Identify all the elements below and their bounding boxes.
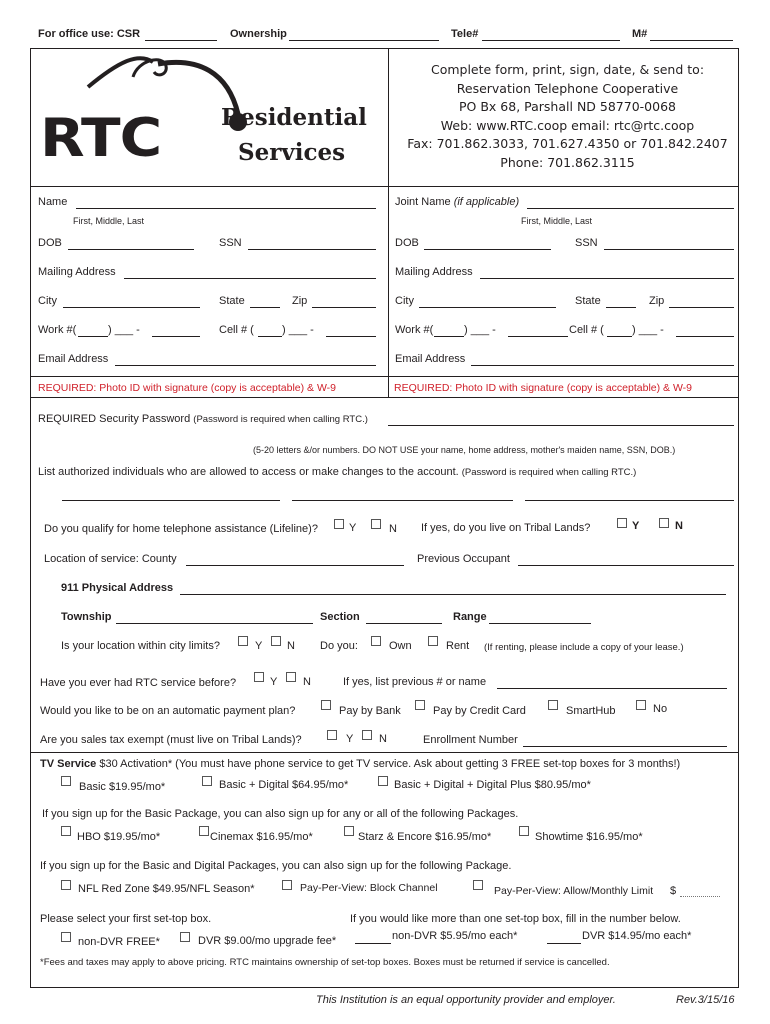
- joint-mailing-field[interactable]: [480, 278, 734, 279]
- basic-addons-note: If you sign up for the Basic Package, you can also sign up for any or all of the following Packages.: [42, 808, 519, 820]
- own-label: Own: [389, 640, 412, 652]
- joint-cell-area-field[interactable]: [607, 336, 632, 337]
- section-label: Section: [320, 611, 360, 623]
- ppv-limit-field[interactable]: [680, 896, 720, 897]
- joint-state-field[interactable]: [606, 307, 636, 308]
- tv-intro: [40, 758, 680, 771]
- previous-number-field[interactable]: [497, 688, 727, 689]
- non-dvr-each-label: non-DVR $5.95/mo each*: [392, 930, 518, 942]
- location-label: Location of service: County: [44, 553, 177, 565]
- name-label: Name: [38, 196, 68, 208]
- city-limits-no-checkbox[interactable]: [271, 636, 281, 646]
- joint-city-field[interactable]: [419, 307, 556, 308]
- basic-label: Basic $19.95/mo*: [79, 781, 166, 793]
- work-number-field[interactable]: [152, 336, 200, 337]
- contact-block: [395, 61, 740, 172]
- zip-label: Zip: [292, 295, 308, 307]
- city-limits-yes-checkbox[interactable]: [238, 636, 248, 646]
- non-dvr-free-checkbox[interactable]: [61, 932, 71, 942]
- contact-line4[interactable]: Web: www.RTC.coop email: rtc@rtc.coop: [440, 117, 695, 133]
- basic-digital-plus-checkbox[interactable]: [378, 776, 388, 786]
- header-divider: [388, 48, 389, 397]
- city-limits-no-label: N: [287, 640, 295, 652]
- non-dvr-free-label: non-DVR FREE*: [78, 936, 160, 948]
- city-limits-yes-label: Y: [255, 640, 263, 652]
- lifeline-yes-label: Y: [349, 522, 357, 534]
- lifeline-no-checkbox[interactable]: [371, 519, 381, 529]
- security-note: (Password is required when calling RTC.): [193, 414, 368, 425]
- work-area-field[interactable]: [78, 336, 108, 337]
- joint-zip-field[interactable]: [669, 307, 734, 308]
- joint-dob-field[interactable]: [424, 249, 551, 250]
- rent-checkbox[interactable]: [428, 636, 438, 646]
- mailing-label: Mailing Address: [38, 266, 116, 278]
- starz-checkbox[interactable]: [344, 826, 354, 836]
- authorized-field-2[interactable]: [292, 500, 513, 501]
- logo: [38, 52, 388, 182]
- city-field[interactable]: [63, 307, 200, 308]
- revision-date: Rev.3/15/16: [676, 994, 735, 1006]
- joint-work-rest: ) ___ -: [464, 324, 496, 336]
- dob-label: DOB: [38, 237, 62, 249]
- contact-line6: Phone: 701.862.3115: [500, 154, 635, 170]
- security-password-field[interactable]: [388, 425, 734, 426]
- starz-label: Starz & Encore $16.95/mo*: [358, 831, 492, 843]
- pay-credit-label: Pay by Credit Card: [433, 705, 526, 717]
- showtime-label: Showtime $16.95/mo*: [535, 831, 643, 843]
- joint-ssn-label: SSN: [575, 237, 598, 249]
- ppv-block-checkbox[interactable]: [282, 880, 292, 890]
- tax-exempt-yes-checkbox[interactable]: [327, 730, 337, 740]
- state-field[interactable]: [250, 307, 280, 308]
- had-service-yes-checkbox[interactable]: [254, 672, 264, 682]
- previous-number-label: If yes, list previous # or name: [343, 676, 487, 688]
- joint-name-field[interactable]: [527, 208, 734, 209]
- city-label: City: [38, 295, 57, 307]
- pay-bank-label: Pay by Bank: [339, 705, 401, 717]
- fees-note: *Fees and taxes may apply to above pricing. RTC maintains ownership of set-top boxes. Boxes must be returned if service is cancelled.: [40, 957, 610, 968]
- contact-line1: Complete form, print, sign, date, & send to:: [430, 62, 705, 77]
- joint-name-hint: First, Middle, Last: [521, 216, 593, 226]
- joint-zip-label: Zip: [649, 295, 665, 307]
- no-auto-pay-checkbox[interactable]: [636, 700, 646, 710]
- left-required-note: REQUIRED: Photo ID with signature (copy is acceptable) & W-9: [38, 382, 337, 394]
- ownership-label: Ownership: [230, 28, 287, 40]
- pay-credit-checkbox[interactable]: [415, 700, 425, 710]
- email-label: Email Address: [38, 353, 109, 365]
- ppv-allow-checkbox[interactable]: [473, 880, 483, 890]
- tv-title: TV Service: [40, 758, 97, 770]
- email-field[interactable]: [115, 365, 376, 366]
- right-required-note: REQUIRED: Photo ID with signature (copy is acceptable) & W-9: [394, 382, 693, 394]
- cell-rest: ) ___ -: [282, 324, 314, 336]
- physical-address-label: 911 Physical Address: [61, 582, 174, 594]
- tele-field[interactable]: [482, 40, 620, 41]
- rent-label: Rent: [446, 640, 470, 652]
- name-hint: First, Middle, Last: [73, 216, 145, 226]
- rent-note: (If renting, please include a copy of your lease.): [484, 642, 684, 653]
- lifeline-yes-checkbox[interactable]: [334, 519, 344, 529]
- tribal-question: If yes, do you live on Tribal Lands?: [421, 522, 591, 534]
- tribal-yes-checkbox[interactable]: [617, 518, 627, 528]
- joint-name-italic: (if applicable): [453, 196, 520, 208]
- logo-text: RTC: [40, 107, 162, 169]
- required-bottom-rule: [30, 397, 739, 398]
- had-service-no-checkbox[interactable]: [286, 672, 296, 682]
- showtime-checkbox[interactable]: [519, 826, 529, 836]
- settop-select-label: Please select your first set-top box.: [40, 913, 212, 925]
- joint-cell-number-field[interactable]: [676, 336, 734, 337]
- work-label: Work #(: [38, 324, 77, 336]
- ssn-label: SSN: [219, 237, 242, 249]
- cell-label: Cell # (: [219, 324, 254, 336]
- ownership-field[interactable]: [289, 40, 439, 41]
- tribal-no-label: N: [675, 520, 683, 532]
- joint-name-text: Joint Name: [395, 196, 451, 208]
- header-bottom-rule: [30, 186, 739, 187]
- dvr-upgrade-checkbox[interactable]: [180, 932, 190, 942]
- contact-line3: PO Bx 68, Parshall ND 58770-0068: [459, 99, 676, 114]
- authorized-note: (Password is required when calling RTC.): [461, 467, 637, 478]
- security-rules: (5-20 letters &/or numbers. DO NOT USE your name, home address, mother's maiden name, SSN, DOB.): [253, 445, 676, 455]
- do-you-label: Do you:: [320, 640, 358, 652]
- authorized-field-3[interactable]: [525, 500, 734, 501]
- city-limits-question: Is your location within city limits?: [61, 640, 220, 652]
- smarthub-checkbox[interactable]: [548, 700, 558, 710]
- dob-field[interactable]: [68, 249, 194, 250]
- county-field[interactable]: [186, 565, 404, 566]
- smarthub-label: SmartHub: [566, 705, 616, 717]
- ppv-allow-label: Pay-Per-View: Allow/Monthly Limit: [494, 885, 654, 897]
- auto-pay-question: Would you like to be on an automatic payment plan?: [40, 705, 296, 717]
- csr-field[interactable]: [145, 40, 217, 41]
- digital-addons-note: If you sign up for the Basic and Digital Packages, you can also sign up for the following Package.: [40, 860, 512, 872]
- had-service-yes-label: Y: [270, 676, 278, 688]
- tax-exempt-no-label: N: [379, 733, 387, 745]
- ppv-dollar-sign: $: [670, 885, 677, 897]
- township-field[interactable]: [116, 623, 313, 624]
- m-label: M#: [632, 28, 648, 40]
- csr-label: For office use: CSR: [38, 28, 141, 40]
- joint-dob-label: DOB: [395, 237, 419, 249]
- joint-cell-label: Cell # (: [569, 324, 604, 336]
- nfl-label: NFL Red Zone $49.95/NFL Season*: [78, 883, 255, 895]
- mailing-field[interactable]: [124, 278, 376, 279]
- cinemax-checkbox[interactable]: [199, 826, 209, 836]
- settop-more-label: If you would like more than one set-top box, fill in the number below.: [350, 913, 681, 925]
- logo-title-line1: Residential: [221, 104, 367, 131]
- section-field[interactable]: [366, 623, 442, 624]
- dvr-upgrade-label: DVR $9.00/mo upgrade fee*: [198, 935, 337, 947]
- m-field[interactable]: [650, 40, 733, 41]
- ssn-field[interactable]: [248, 249, 376, 250]
- contact-line2: Reservation Telephone Cooperative: [456, 80, 679, 96]
- ppv-block-label: Pay-Per-View: Block Channel: [300, 882, 438, 894]
- dvr-count-field[interactable]: [547, 943, 581, 944]
- security-label-text: REQUIRED Security Password: [38, 413, 191, 425]
- authorized-label: [38, 466, 636, 479]
- hbo-label: HBO $19.95/mo*: [77, 831, 161, 843]
- security-password-label: [38, 413, 368, 426]
- authorized-text: List authorized individuals who are allowed to access or make changes to the account.: [38, 466, 459, 478]
- cell-number-field[interactable]: [326, 336, 376, 337]
- work-rest: ) ___ -: [108, 324, 140, 336]
- joint-work-area-field[interactable]: [434, 336, 464, 337]
- authorized-field-1[interactable]: [62, 500, 280, 501]
- basic-digital-checkbox[interactable]: [202, 776, 212, 786]
- physical-address-field[interactable]: [180, 594, 726, 595]
- name-field[interactable]: [76, 208, 376, 209]
- enrollment-field[interactable]: [523, 746, 727, 747]
- nfl-checkbox[interactable]: [61, 880, 71, 890]
- basic-checkbox[interactable]: [61, 776, 71, 786]
- joint-name-label: [395, 196, 519, 209]
- logo-title-line2: Services: [238, 139, 346, 166]
- dvr-each-label: DVR $14.95/mo each*: [582, 930, 692, 942]
- had-service-question: Have you ever had RTC service before?: [40, 677, 237, 689]
- pay-bank-checkbox[interactable]: [321, 700, 331, 710]
- tv-section-rule: [30, 752, 739, 753]
- joint-cell-rest: ) ___ -: [632, 324, 664, 336]
- own-checkbox[interactable]: [371, 636, 381, 646]
- basic-digital-label: Basic + Digital $64.95/mo*: [219, 779, 349, 791]
- basic-digital-plus-label: Basic + Digital + Digital Plus $80.95/mo*: [394, 779, 591, 791]
- tax-exempt-question: Are you sales tax exempt (must live on Tribal Lands)?: [40, 734, 302, 746]
- tv-intro-text: $30 Activation* (You must have phone service to get TV service. Ask about getting 3 FREE set-top boxes for 3 months!): [99, 758, 681, 770]
- enrollment-label: Enrollment Number: [423, 734, 518, 746]
- joint-work-number-field[interactable]: [508, 336, 568, 337]
- previous-occupant-field[interactable]: [518, 565, 734, 566]
- hbo-checkbox[interactable]: [61, 826, 71, 836]
- eoe-statement: This Institution is an equal opportunity provider and employer.: [316, 994, 616, 1006]
- required-top-rule: [30, 376, 739, 377]
- contact-line5: Fax: 701.862.3033, 701.627.4350 or 701.842.2407: [407, 136, 728, 151]
- previous-occupant-label: Previous Occupant: [417, 553, 510, 565]
- joint-email-field[interactable]: [471, 365, 734, 366]
- had-service-no-label: N: [303, 676, 311, 688]
- lifeline-question: Do you qualify for home telephone assistance (Lifeline)?: [44, 523, 318, 535]
- tax-exempt-yes-label: Y: [346, 733, 354, 745]
- state-label: State: [219, 295, 245, 307]
- tribal-yes-label: Y: [632, 520, 640, 532]
- tribal-no-checkbox[interactable]: [659, 518, 669, 528]
- form-frame: [30, 48, 739, 988]
- joint-mailing-label: Mailing Address: [395, 266, 473, 278]
- cinemax-label: Cinemax $16.95/mo*: [210, 831, 313, 843]
- tax-exempt-no-checkbox[interactable]: [362, 730, 372, 740]
- joint-email-label: Email Address: [395, 353, 466, 365]
- joint-city-label: City: [395, 295, 414, 307]
- township-label: Township: [61, 611, 112, 623]
- cell-area-field[interactable]: [258, 336, 282, 337]
- range-label: Range: [453, 611, 487, 623]
- non-dvr-count-field[interactable]: [355, 943, 391, 944]
- range-field[interactable]: [489, 623, 591, 624]
- zip-field[interactable]: [312, 307, 376, 308]
- no-auto-pay-label: No: [653, 703, 668, 715]
- lifeline-no-label: N: [389, 523, 397, 535]
- tele-label: Tele#: [451, 28, 479, 40]
- joint-state-label: State: [575, 295, 601, 307]
- joint-work-label: Work #(: [395, 324, 434, 336]
- joint-ssn-field[interactable]: [604, 249, 734, 250]
